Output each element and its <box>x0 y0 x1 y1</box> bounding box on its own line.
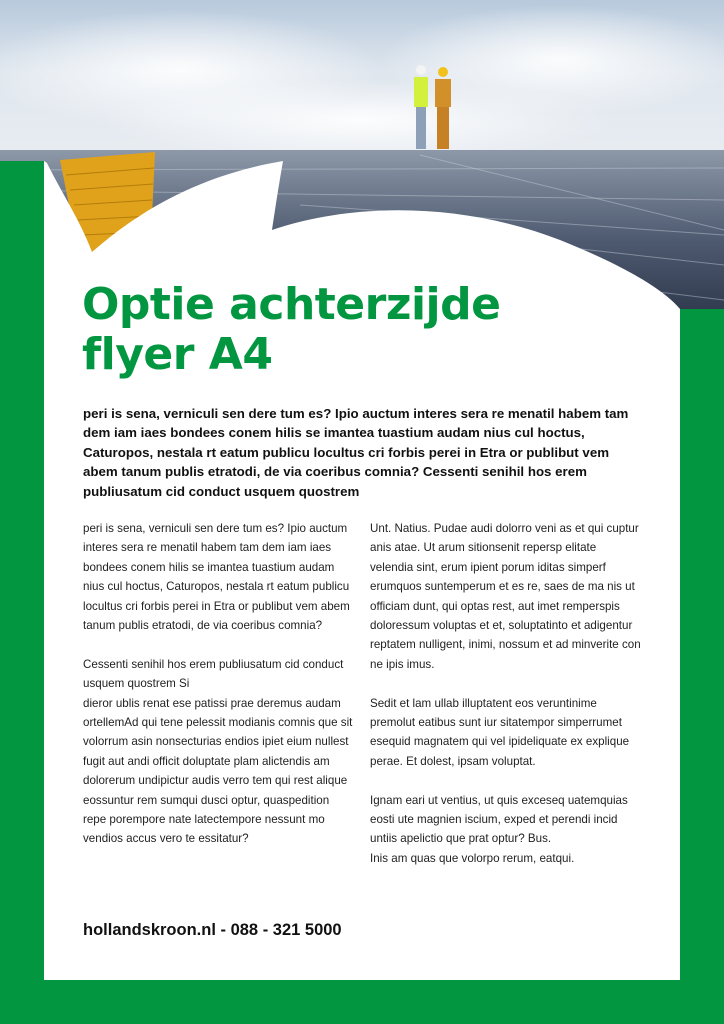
paragraph: peri is sena, verniculi sen dere tum es? Ipio auctum interes sera re menatil habem tam dem iam iaes bondees conem hilis se imantea tuastium audam nius cul hoctus, Caturopos, nestala rt eatum publicu locultus cri forbis perei in Etra or publibut vem abem tanum publis etratodi, de via coeribus comnia? <box>83 522 350 633</box>
body-column-right <box>370 519 642 888</box>
green-left-band <box>0 161 44 1024</box>
body-column-left <box>83 519 355 868</box>
page-title <box>82 280 500 380</box>
title-line-2: flyer A4 <box>82 329 273 380</box>
intro-paragraph: peri is sena, verniculi sen dere tum es? Ipio auctum interes sera re menatil habem tam dem iam iaes bondees conem hilis se imantea tuastium audam nius cul hoctus, Caturopos, nestala rt eatum publicu locultus cri forbis perei in Etra or publibut vem abem tanum publis etratodi, de via coeribus comnia? Cessenti senihil hos erem publiusatum cid conduct usquem quostrem <box>83 406 629 499</box>
paragraph: dieror ublis renat ese patissi prae deremus audam ortellemAd qui tene pelessit modianis comnis que sit volorrum asin nonsecturias endios ipiet eium nullest fugit aut andi officit doluptate plam alictendis am dolorerum undipictur audis verro tem qui rest alique eossuntur rem sumqui dusci optur, quaspedition repe porempore nate latectempore nessunt mo vendios accus vero te essitatur? <box>83 696 353 846</box>
paragraph: Ignam eari ut ventius, ut quis exceseq uatemquias eosti ute magnien iscium, exped et perendi incid untiis apelictio que prat optur? Bus. <box>370 793 628 846</box>
title-line-1: Optie achterzijde <box>82 279 501 330</box>
paragraph: Cessenti senihil hos erem publiusatum cid conduct usquem quostrem Si <box>83 657 344 691</box>
paragraph: Sedit et lam ullab illuptatent eos veruntinime premolut eatibus sunt iur sitatempor simperrumet esequid magnatem qui vel ipideliquate ex explique perae. Et dolest, ipsam voluptat. <box>370 696 630 768</box>
contact-line: hollandskroon.nl - 088 - 321 5000 <box>83 921 342 939</box>
green-bottom-band <box>0 980 724 1024</box>
green-right-band <box>680 309 724 1024</box>
paragraph: Inis am quas que volorpo rerum, eatqui. <box>370 851 575 865</box>
paragraph: Unt. Natius. Pudae audi dolorro veni as et qui cuptur anis atae. Ut arum sitionsenit repersp elitate velendia sint, erum ipient porum iditas simperf erumquos suntemperum et es re, saes de ma nis ut officiam dunt, qui optas rest, aut imet remperspis doloressum voluptas et et, soluptatinto et adigentur reptatem nulligent, inimi, nossum et ad minverite con ne ipis imus. <box>370 522 641 671</box>
